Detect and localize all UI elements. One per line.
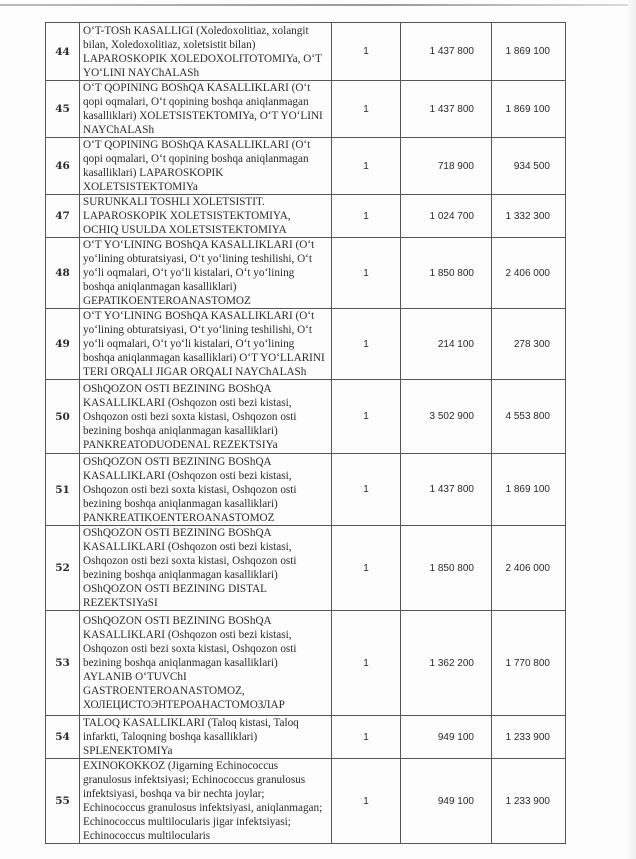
row-number: 55 — [46, 759, 80, 844]
table-row — [46, 454, 566, 526]
row-description: OShQOZON OSTI BEZINING BOShQA KASALLIKLARI (Oshqozon osti bezi kistasi, Oshqozon osti bezi soxta kistasi, Oshqozon osti bezining boshqa aniqlanmagan kasalliklari) PANKREATIKOENTEROANASTOMOZ — [80, 454, 332, 526]
row-price: 1 850 800 — [401, 526, 492, 611]
table-row — [46, 309, 566, 380]
row-description: OShQOZON OSTI BEZINING BOShQA KASALLIKLARI (Oshqozon osti bezi kistasi, Oshqozon osti bezi soxta kistasi, Oshqozon osti bezining boshqa aniqlanmagan kasalliklari) OShQOZON OSTI BEZINING DISTAL REZEKTSIYaSI — [80, 526, 332, 611]
table-row — [46, 81, 566, 138]
row-price-total: 1 770 800 — [492, 611, 566, 716]
row-price-total: 4 553 800 — [492, 380, 566, 454]
row-number: 54 — [46, 716, 80, 759]
table-row — [46, 138, 566, 195]
row-quantity: 1 — [332, 238, 401, 309]
row-price: 1 850 800 — [401, 238, 492, 309]
row-price: 718 900 — [401, 138, 492, 195]
scan-edge-right — [628, 0, 636, 859]
row-price-total: 1 332 300 — [492, 195, 566, 238]
row-description: O‘T YO‘LINING BOShQA KASALLIKLARI (O‘t yo‘lining obturatsiyasi, O‘t yo‘lining teshilishi, O‘t yo‘li oqmalari, O‘t yo‘li kistalari, O‘t yo‘lining boshqa aniqlanmagan kasalliklari) O‘T YO‘LLARINI TERI ORQALI JIGAR ORQALI NAYChALASh — [80, 309, 332, 380]
row-number: 48 — [46, 238, 80, 309]
row-price: 1 362 200 — [401, 611, 492, 716]
row-price: 1 437 800 — [401, 454, 492, 526]
row-number: 49 — [46, 309, 80, 380]
row-description: OShQOZON OSTI BEZINING BOShQA KASALLIKLARI (Oshqozon osti bezi kistasi, Oshqozon osti bezi soxta kistasi, Oshqozon osti bezining boshqa aniqlanmagan kasalliklari) PANKREATODUODENAL REZEKTSIYa — [80, 380, 332, 454]
table-row — [46, 611, 566, 716]
row-price-total: 934 500 — [492, 138, 566, 195]
table-row — [46, 716, 566, 759]
row-price-total: 1 869 100 — [492, 23, 566, 81]
row-price-total: 1 869 100 — [492, 454, 566, 526]
scan-edge — [0, 4, 636, 6]
row-description: SURUNKALI TOSHLI XOLETSISTIT. LAPAROSKOPIK XOLETSISTEKTOMIYA, OCHIQ USULDA XOLETSISTEKTOMIYA — [80, 195, 332, 238]
row-description: EXINOKOKKOZ (Jigarning Echinococcus granulosus infektsiyasi; Echinococcus granulosus infektsiyasi, boshqa va bir nechta joylar; Echinococcus granulosus infektsiyasi, aniqlanmagan; Echinococcus multilocularis jigar infektsiyasi; Echinococcus multilocularis — [80, 759, 332, 844]
row-price-total: 2 406 000 — [492, 526, 566, 611]
row-quantity: 1 — [332, 81, 401, 138]
row-price-total: 278 300 — [492, 309, 566, 380]
table-row — [46, 23, 566, 81]
row-number: 51 — [46, 454, 80, 526]
row-price: 1 437 800 — [401, 81, 492, 138]
table-row — [46, 380, 566, 454]
row-number: 47 — [46, 195, 80, 238]
row-price-total: 1 233 900 — [492, 716, 566, 759]
row-description: O‘T-TOSh KASALLIGI (Xoledoxolitiaz, xolangit bilan, Xoledoxolitiaz, xoletsistit bilan) LAPAROSKOPIK XOLEDOXOLITOTOMIYa, O‘T YO‘LINI NAYChALASh — [80, 23, 332, 81]
table-row — [46, 759, 566, 844]
row-price-total: 1 233 900 — [492, 759, 566, 844]
row-price: 1 024 700 — [401, 195, 492, 238]
row-quantity: 1 — [332, 309, 401, 380]
row-quantity: 1 — [332, 526, 401, 611]
row-number: 50 — [46, 380, 80, 454]
row-description: O‘T QOPINING BOShQA KASALLIKLARI (O‘t qopi oqmalari, O‘t qopining boshqa aniqlanmagan kasalliklari) LAPAROSKOPIK XOLETSISTEKTOMIYa — [80, 138, 332, 195]
row-price-total: 1 869 100 — [492, 81, 566, 138]
row-price: 214 100 — [401, 309, 492, 380]
row-quantity: 1 — [332, 23, 401, 81]
row-description: O‘T QOPINING BOShQA KASALLIKLARI (O‘t qopi oqmalari, O‘t qopining boshqa aniqlanmagan kasalliklari) XOLETSISTEKTOMIYa, O‘T YO‘LINI NAYChALASh — [80, 81, 332, 138]
row-number: 44 — [46, 23, 80, 81]
row-quantity: 1 — [332, 454, 401, 526]
table-row — [46, 238, 566, 309]
table-row — [46, 526, 566, 611]
row-price: 1 437 800 — [401, 23, 492, 81]
row-price: 3 502 900 — [401, 380, 492, 454]
row-quantity: 1 — [332, 611, 401, 716]
row-number: 46 — [46, 138, 80, 195]
row-description: TALOQ KASALLIKLARI (Taloq kistasi, Taloq infarkti, Taloqning boshqa kasalliklari) SPLENEKTOMIYa — [80, 716, 332, 759]
row-price-total: 2 406 000 — [492, 238, 566, 309]
row-number: 53 — [46, 611, 80, 716]
row-quantity: 1 — [332, 716, 401, 759]
row-quantity: 1 — [332, 138, 401, 195]
row-quantity: 1 — [332, 380, 401, 454]
row-number: 45 — [46, 81, 80, 138]
row-quantity: 1 — [332, 759, 401, 844]
row-description: O‘T YO‘LINING BOShQA KASALLIKLARI (O‘t yo‘lining obturatsiyasi, O‘t yo‘lining teshilishi, O‘t yo‘li oqmalari, O‘t yo‘li kistalari, O‘t yo‘lining boshqa aniqlanmagan kasalliklari) GEPATIKOENTEROANASTOMOZ — [80, 238, 332, 309]
row-number: 52 — [46, 526, 80, 611]
price-table — [45, 22, 566, 844]
row-price: 949 100 — [401, 716, 492, 759]
table-row — [46, 195, 566, 238]
row-description: OShQOZON OSTI BEZINING BOShQA KASALLIKLARI (Oshqozon osti bezi kistasi, Oshqozon osti bezi soxta kistasi, Oshqozon osti bezining boshqa aniqlanmagan kasalliklari) AYLANIB O‘TUVChI GASTROENTEROANASTOMOZ, ХОЛЕЦИСТОЭНТЕРОАНАСТОМОЗЛАР — [80, 611, 332, 716]
row-quantity: 1 — [332, 195, 401, 238]
row-price: 949 100 — [401, 759, 492, 844]
